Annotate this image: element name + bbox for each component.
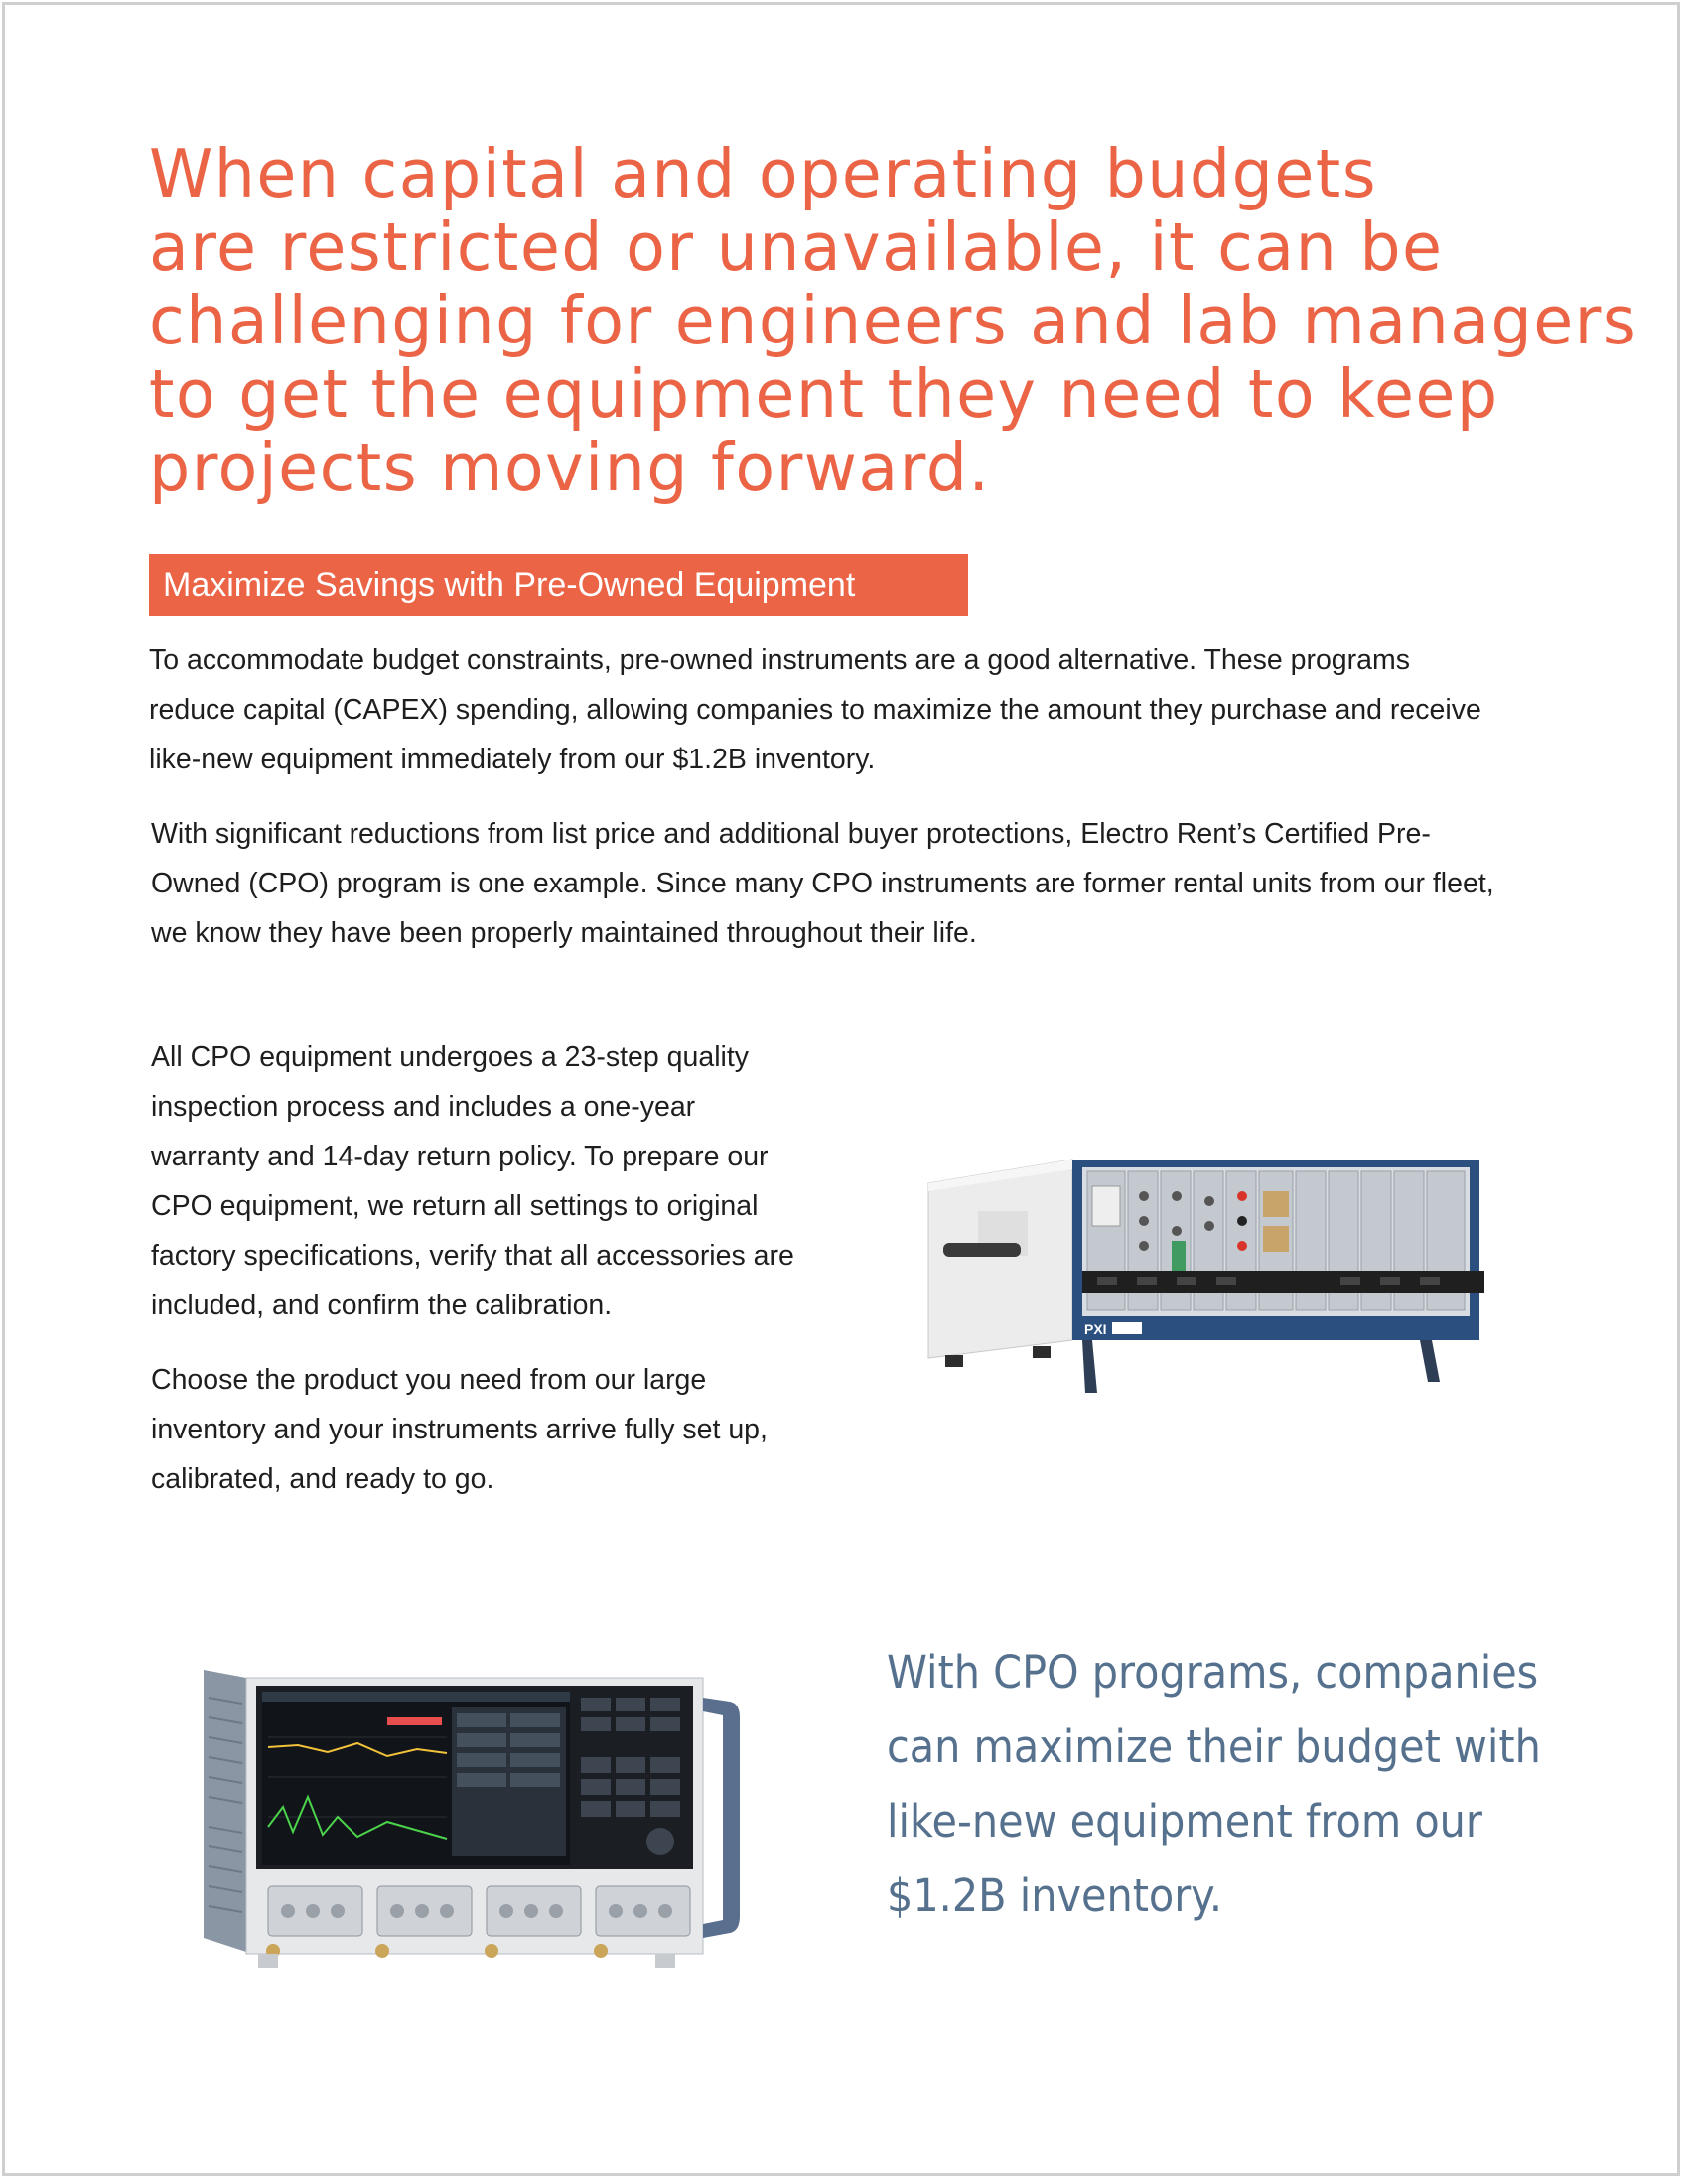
paragraph-line: factory specifications, verify that all accessories are — [151, 1240, 794, 1272]
section-heading-text: Maximize Savings with Pre-Owned Equipment — [163, 566, 856, 604]
paragraph-line: All CPO equipment undergoes a 23-step quality — [151, 1041, 750, 1073]
headline-line: projects moving forward. — [149, 429, 991, 506]
callout-line: $1.2B inventory. — [887, 1869, 1223, 1922]
paragraph-line: warranty and 14-day return policy. To prepare our — [151, 1141, 769, 1172]
paragraph-line: calibrated, and ready to go. — [151, 1463, 494, 1495]
page-headline — [149, 135, 1638, 506]
section-heading-badge — [149, 554, 968, 616]
paragraph-line: like-new equipment immediately from our $1.2B inventory. — [149, 744, 876, 775]
network-analyzer-image — [199, 1658, 755, 1985]
inspection-paragraph — [151, 1032, 794, 1330]
pxi-brand-label: PXI — [1084, 1321, 1107, 1337]
paragraph-line: To accommodate budget constraints, pre-owned instruments are a good alternative. These programs — [149, 644, 1410, 676]
paragraph-line: reduce capital (CAPEX) spending, allowing companies to maximize the amount they purchase and receive — [149, 694, 1481, 726]
pxi-chassis-image — [923, 1152, 1489, 1400]
callout-quote — [887, 1635, 1541, 1933]
paragraph-line: Owned (CPO) program is one example. Since many CPO instruments are former rental units from our fleet, — [151, 868, 1494, 899]
headline-line: challenging for engineers and lab managers — [149, 282, 1638, 359]
paragraph-line: With significant reductions from list price and additional buyer protections, Electro Rent’s Certified Pre- — [151, 818, 1431, 850]
cpo-program-paragraph — [151, 809, 1494, 958]
intro-paragraph — [149, 635, 1481, 784]
callout-line: can maximize their budget with — [887, 1720, 1541, 1773]
paragraph-line: inventory and your instruments arrive fully set up, — [151, 1414, 768, 1445]
callout-line: With CPO programs, companies — [887, 1646, 1539, 1699]
paragraph-line: inspection process and includes a one-year — [151, 1091, 696, 1123]
choose-paragraph — [151, 1355, 768, 1504]
headline-line: When capital and operating budgets — [149, 135, 1378, 212]
headline-line: to get the equipment they need to keep — [149, 355, 1499, 433]
paragraph-line: Choose the product you need from our large — [151, 1364, 707, 1396]
paragraph-line: CPO equipment, we return all settings to original — [151, 1190, 759, 1222]
paragraph-line: included, and confirm the calibration. — [151, 1290, 613, 1321]
headline-line: are restricted or unavailable, it can be — [149, 208, 1444, 286]
paragraph-line: we know they have been properly maintained throughout their life. — [151, 917, 977, 949]
callout-line: like-new equipment from our — [887, 1795, 1482, 1847]
